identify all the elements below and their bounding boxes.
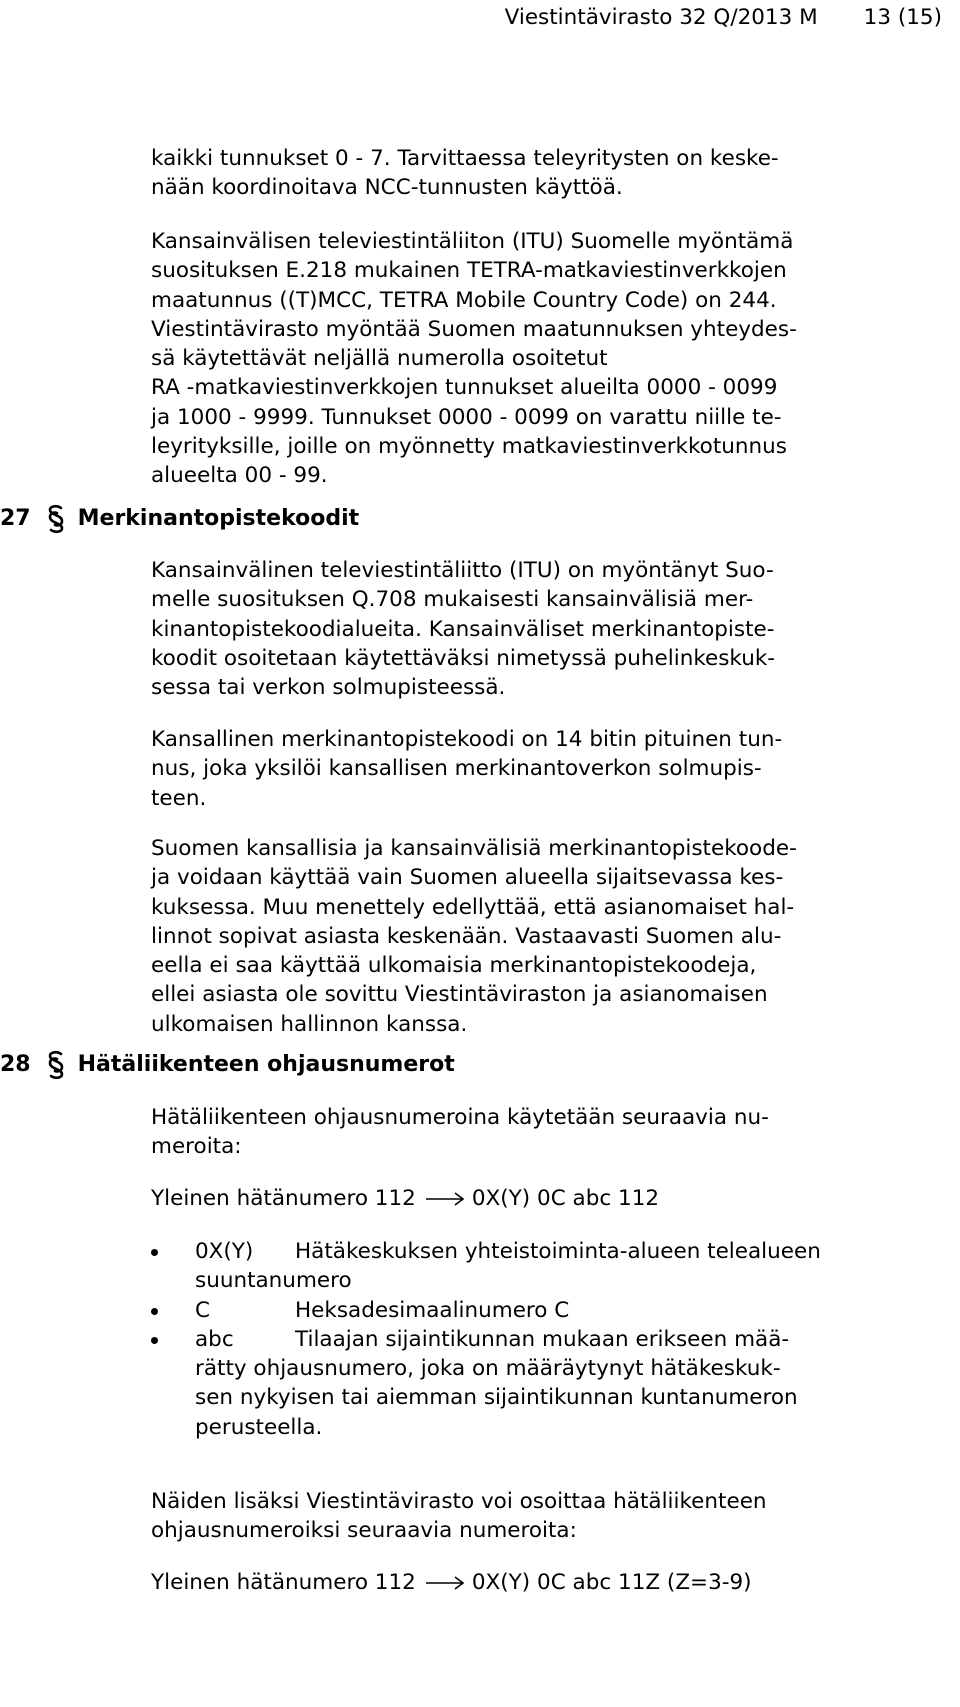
list-item-code: 0X(Y) xyxy=(195,1239,254,1264)
paragraph-national-code: Kansallinen merkinantopistekoodi on 14 bitin pituinen tun- nus, joka yksilöi kansallisen merkinantoverkon solmupis- teen. xyxy=(151,727,783,811)
section-sign-icon xyxy=(44,1050,68,1080)
header-left: Viestintävirasto 32 Q/2013 M xyxy=(504,5,818,30)
list-item-code: C xyxy=(195,1297,211,1323)
section-sign-icon xyxy=(44,504,68,534)
bullet-icon xyxy=(151,1337,158,1344)
heading-28 xyxy=(0,1050,455,1080)
code-definition-list xyxy=(151,1237,931,1442)
paragraph-usage-rules: Suomen kansallisia ja kansainvälisiä merkinantopistekoode- ja voidaan käyttää vain Suomen alueella sijaitsevassa kes- kuksessa. Muu menettely edellyttää, että asianomaiset hal- linnot sopivat asiasta keskenään. Vastaavasti Suomen alu- eella ei saa käyttää ulkomaisia merkinantopistekoodeja, ellei asiasta ole sovittu Viestintäviraston ja asianomaisen ulkomaisen hallinnon kanssa. xyxy=(151,836,797,1037)
list-item-text-cont: perusteella. xyxy=(195,1414,323,1440)
heading-27 xyxy=(0,504,359,534)
heading-28-number: 28 xyxy=(0,1052,31,1077)
heading-28-title: Hätäliikenteen ohjausnumerot xyxy=(77,1052,455,1077)
formula-1-right: 0X(Y) 0C abc 112 xyxy=(471,1186,660,1211)
list-item-text: Heksadesimaalinumero C xyxy=(295,1297,570,1323)
list-item-text-cont: suuntanumero xyxy=(195,1268,352,1294)
heading-27-number: 27 xyxy=(0,506,31,531)
formula-2-right: 0X(Y) 0C abc 11Z (Z=3-9) xyxy=(471,1570,752,1595)
paragraph-international-codes: Kansainvälinen televiestintäliitto (ITU) on myöntänyt Suo- melle suosituksen Q.708 mukaisesti kansainvälisiä mer- kinantopistekoodialueita. Kansainväliset merkinantopiste- koodit osoitetaan käytettäväksi nimetyssä puhelinkeskuk- sessa tai verkon solmupisteessä. xyxy=(151,558,776,701)
paragraph-additional-numbers: Näiden lisäksi Viestintävirasto voi osoittaa hätäliikenteen ohjausnumeroiksi seuraavia numeroita: xyxy=(151,1489,767,1544)
heading-27-title: Merkinantopistekoodit xyxy=(77,506,360,531)
list-item-text: Hätäkeskuksen yhteistoiminta-alueen telealueen xyxy=(295,1239,821,1264)
paragraph-tetra: Kansainvälisen televiestintäliiton (ITU) Suomelle myöntämä suosituksen E.218 mukainen TETRA-matkaviestinverkkojen maatunnus ((T)MCC, TETRA Mobile Country Code) on 244. Viestintävirasto myöntää Suomen maatunnuksen yhteydes- sä käytettävät neljällä numerolla osoitetut RA -matkaviestinverkkojen tunnukset alueilta 0000 - 0099 ja 1000 - 9999. Tunnukset 0000 - 0099 on varattu niille te- leyrityksille, joille on myönnetty matkaviestinverkkotunnus alueelta 00 - 99. xyxy=(151,229,797,489)
header-page-number: 13 (15) xyxy=(863,5,942,30)
list-item-text-cont: sen nykyisen tai aiemman sijaintikunnan kuntanumeron xyxy=(195,1385,798,1411)
paragraph-ncc: kaikki tunnukset 0 - 7. Tarvittaessa teleyritysten on keske- nään koordinoitava NCC-tunnusten käyttöä. xyxy=(151,146,779,201)
formula-emergency-11z xyxy=(151,1568,752,1598)
paragraph-emergency-intro: Hätäliikenteen ohjausnumeroina käytetään seuraavia nu- meroita: xyxy=(151,1105,769,1160)
bullet-icon xyxy=(151,1308,158,1315)
formula-2-left: Yleinen hätänumero 112 xyxy=(151,1570,416,1595)
right-arrow-icon xyxy=(424,1573,466,1593)
bullet-icon xyxy=(151,1249,158,1256)
right-arrow-icon xyxy=(424,1189,466,1209)
list-item-text-cont: rätty ohjausnumero, joka on määräytynyt hätäkeskuk- xyxy=(195,1356,781,1382)
list-item-text: Tilaajan sijaintikunnan mukaan erikseen mää- xyxy=(295,1326,790,1352)
list-item xyxy=(151,1325,931,1442)
list-item xyxy=(151,1296,931,1325)
page-header xyxy=(505,3,942,33)
formula-emergency-112 xyxy=(151,1184,659,1214)
list-item xyxy=(151,1237,931,1296)
formula-1-left: Yleinen hätänumero 112 xyxy=(151,1186,416,1211)
list-item-code: abc xyxy=(195,1326,234,1352)
